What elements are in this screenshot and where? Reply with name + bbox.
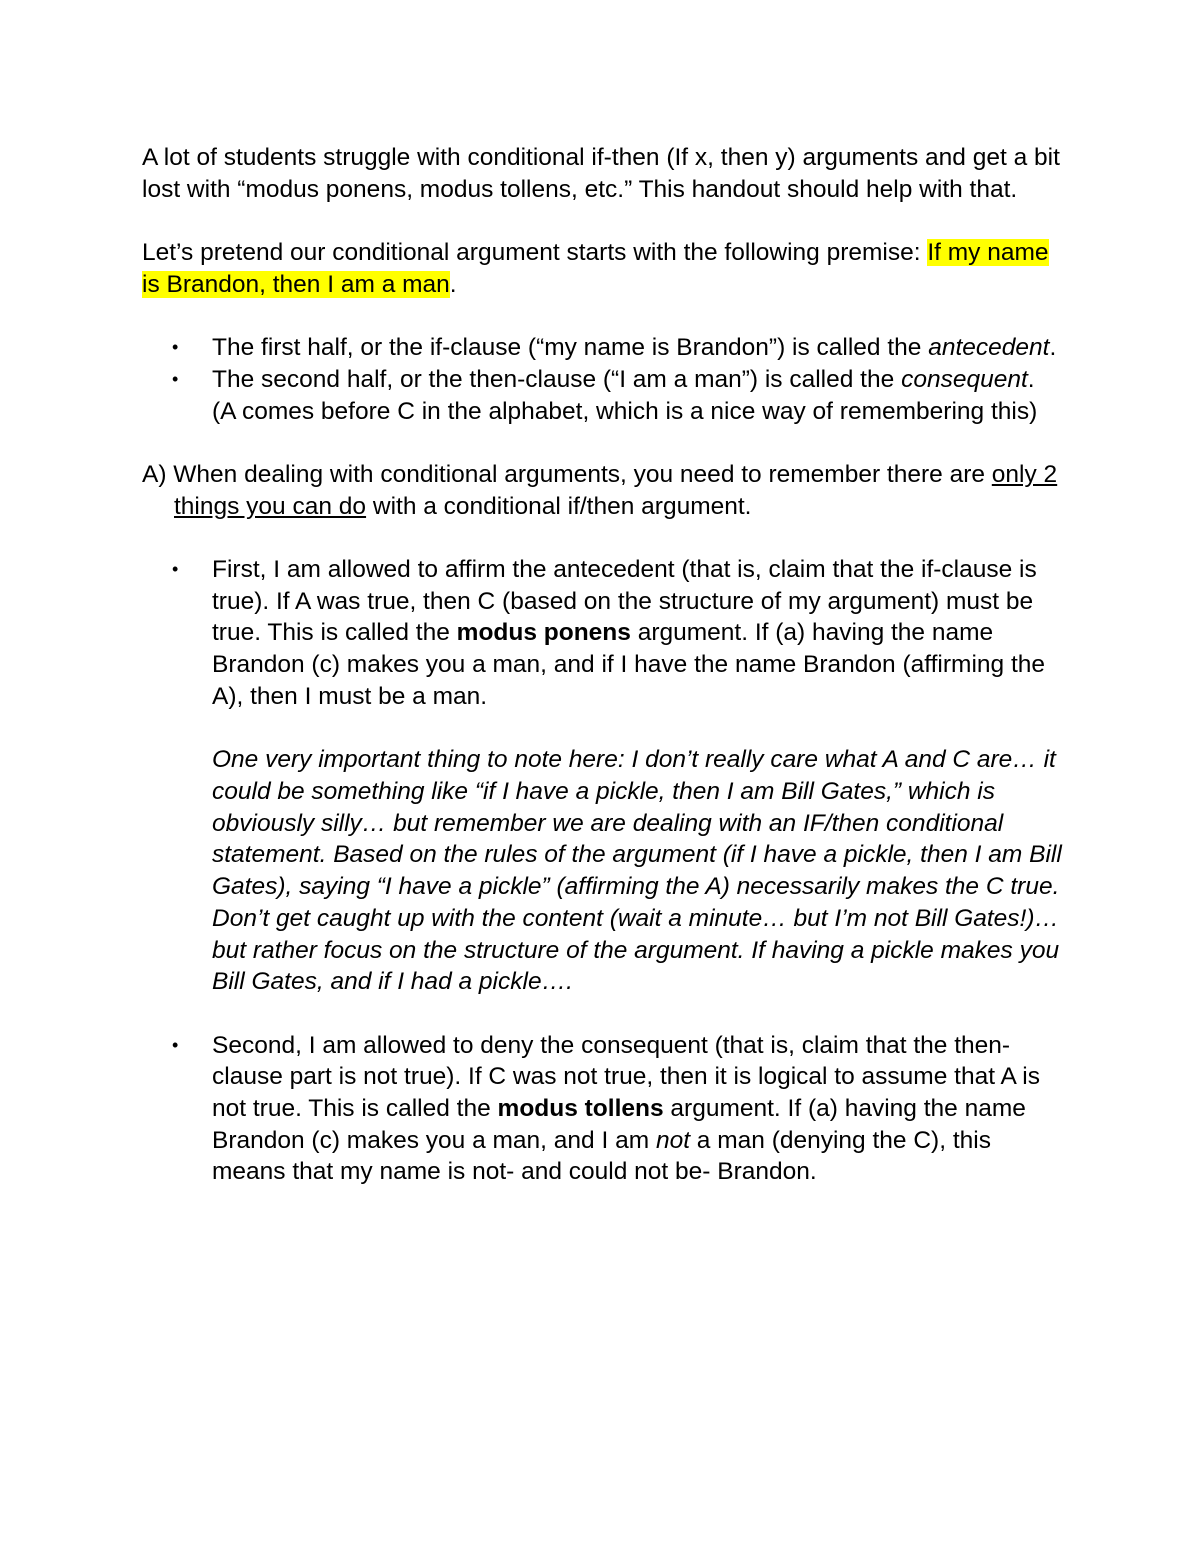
section-a-end: with a conditional if/then argument. [366,492,752,520]
premise-end: . [449,270,457,298]
consequent-term: consequent [901,365,1028,393]
modus-tollens-not: not [655,1126,690,1154]
clause-parts-list [142,332,1062,427]
bullet-icon: • [172,559,179,580]
modus-ponens-term: modus ponens [456,619,631,647]
list-item-consequent [142,364,1062,427]
modus-ponens-end: argument. If (a) having the name Brandon (c) makes you a man, and if I have the name Brandon (affirming the A), then I must be a man. [212,619,1045,710]
premise-paragraph [142,237,1062,300]
consequent-end: . (A comes before C in the alphabet, which is a nice way of remembering this) [212,365,1038,425]
list-item-modus-ponens [142,554,1062,713]
consequent-text: The second half, or the then-clause (“I am a man”) is called the [212,365,902,393]
antecedent-end: . [1049,334,1057,362]
modus-tollens-middle: argument. If (a) having the name Brandon (c) makes you a man, and I am [212,1095,1026,1154]
premise-lead: Let’s pretend our conditional argument starts with the following premise: [142,239,928,267]
modus-tollens-text: Second, I am allowed to deny the consequent (that is, claim that the then-clause part is not true). If C was not true, then it is logical to assume that A is not true. This is called the [212,1031,1040,1122]
list-item-antecedent [142,332,1062,364]
list-item-modus-tollens [142,1030,1062,1189]
section-a-paragraph [142,459,1062,522]
antecedent-text: The first half, or the if-clause (“my name is Brandon”) is called the [212,334,929,362]
important-note: One very important thing to note here: I don’t really care what A and C are… it could be something like “if I have a pickle, then I am Bill Gates,” which is obviously silly… but remember we are dealing with an IF/then conditional statement. Based on the rules of the argument (if I have a pickle, then I am Bill Gates), saying “I have a pickle” (affirming the A) necessarily makes the C true. Don’t get caught up with the content (wait a minute… but I’m not Bill Gates!)… but rather focus on the structure of the argument. If having a pickle makes you Bill Gates, and if I had a pickle…. [212,746,1062,996]
section-a-underlined: only 2 things you can do [174,460,1058,520]
rules-list-continued [142,1030,1062,1189]
bullet-icon: • [172,1034,179,1055]
antecedent-term: antecedent [928,334,1050,362]
premise-highlight: If my name is Brandon, then I am a man [142,239,1049,298]
modus-tollens-term: modus tollens [497,1095,664,1122]
modus-ponens-text: First, I am allowed to affirm the antecedent (that is, claim that the if-clause is true). If A was true, then C (based on the structure of my argument) must be true. This is called the [212,556,1037,647]
bullet-icon: • [172,337,179,358]
bullet-icon: • [172,368,179,389]
section-a-lead: A) When dealing with conditional arguments, you need to remember there are [142,460,992,488]
intro-paragraph: A lot of students struggle with conditional if-then (If x, then y) arguments and get a bit lost with “modus ponens, modus tollens, etc.” This handout should help with that. [142,144,1060,203]
document-body [142,142,1062,1188]
rules-list [142,554,1062,713]
modus-tollens-end: a man (denying the C), this means that my name is not- and could not be- Brandon. [212,1126,991,1186]
